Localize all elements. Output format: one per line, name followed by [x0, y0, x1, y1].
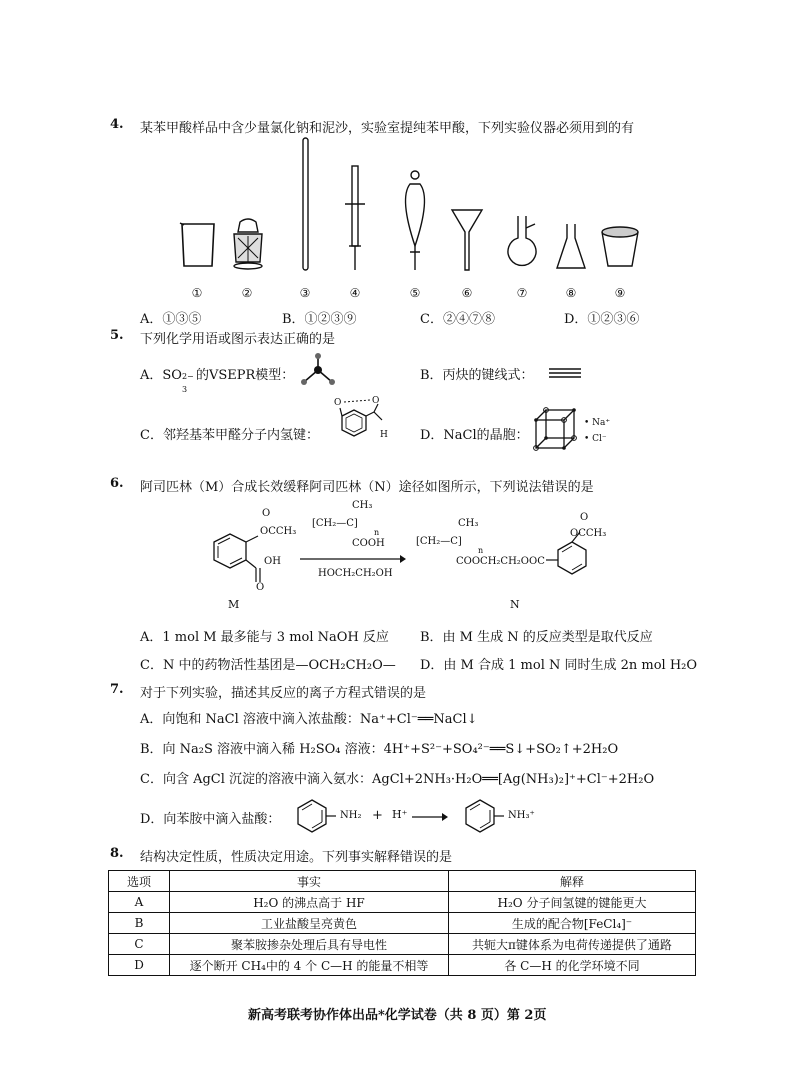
n-o-top: O: [580, 512, 589, 523]
apparatus-label-1: ①: [191, 286, 203, 300]
m-oh: OH: [264, 556, 281, 567]
table-cell: 逐个断开 CH₄中的 4 个 C—H 的能量不相等: [170, 955, 449, 976]
n-polymer: [CH₂—C]: [416, 536, 462, 547]
q7-plus: +: [372, 808, 383, 823]
reagent-glycol: HOCH₂CH₂OH: [318, 568, 393, 579]
q5-cl-legend: • Cl⁻: [584, 434, 607, 444]
apparatus-label-3: ③: [299, 286, 311, 300]
table-cell: C: [109, 934, 170, 955]
q5-option-a-suffix: 的VSEPR模型：: [195, 368, 295, 383]
table-row: [109, 892, 696, 913]
q7-option-a: A．向饱和 NaCl 溶液中滴入浓盐酸：Na⁺+Cl⁻══NaCl↓: [140, 712, 478, 727]
table-cell: 共轭大π键体系为电荷传递提供了通路: [449, 934, 696, 955]
apparatus-label-8: ⑧: [565, 286, 577, 300]
table-header-explanation: 解释: [449, 871, 696, 892]
nacl-unit-cell-icon: [532, 406, 580, 454]
table-cell: 聚苯胺掺杂处理后具有导电性: [170, 934, 449, 955]
triple-bond-icon: [549, 367, 581, 379]
q8-number: 8.: [110, 846, 124, 861]
apparatus-label-6: ⑥: [461, 286, 473, 300]
q4-option-b: B．①②③⑨: [282, 312, 357, 327]
n-ch3: CH₃: [458, 518, 479, 529]
anilinium-nh3: NH₃⁺: [508, 810, 535, 821]
reagent-polymer-n: n: [374, 528, 380, 537]
q7-hplus: H⁺: [392, 808, 408, 821]
table-header-fact: 事实: [170, 871, 449, 892]
q5-option-c: C．邻羟基苯甲醛分子内氢键：: [140, 428, 319, 443]
apparatus-label-9: ⑨: [614, 286, 626, 300]
table-cell: 各 C—H 的化学环境不同: [449, 955, 696, 976]
erlenmeyer-flask-icon: [555, 222, 587, 272]
q5-option-a-prefix: A．SO: [140, 368, 182, 383]
table-cell: D: [109, 955, 170, 976]
q7-number: 7.: [110, 682, 124, 697]
q7-option-b: B．向 Na₂S 溶液中滴入稀 H₂SO₄ 溶液：4H⁺+S²⁻+SO₄²⁻══S↓+SO₂↑+2H₂O: [140, 742, 619, 757]
separatory-funnel-icon: [398, 170, 432, 272]
table-cell: B: [109, 913, 170, 934]
q6-option-a: A．1 mol M 最多能与 3 mol NaOH 反应: [140, 630, 389, 645]
q5-na-legend: • Na⁺: [584, 418, 611, 428]
apparatus-label-5: ⑤: [409, 286, 421, 300]
aspirin-m-structure-icon: [206, 512, 286, 596]
q5-number: 5.: [110, 328, 124, 343]
round-flask-icon: [505, 214, 539, 272]
reagent-cooh: COOH: [352, 538, 385, 549]
q6-number: 6.: [110, 476, 124, 491]
n-ococh3: OCCH₃: [570, 528, 607, 539]
table-cell: H₂O 的沸点高于 HF: [170, 892, 449, 913]
table-cell: H₂O 分子间氢键的键能更大: [449, 892, 696, 913]
n-polymer-n: n: [478, 546, 484, 555]
table-cell: 生成的配合物[FeCl₄]⁻: [449, 913, 696, 934]
q6-option-c: C．N 中的药物活性基团是—OCH₂CH₂O—: [140, 658, 396, 673]
beaker-icon: [178, 220, 218, 270]
q7-stem: 对于下列实验，描述其反应的离子方程式错误的是: [140, 686, 427, 701]
q4-number: 4.: [110, 117, 124, 132]
q6-option-b: B．由 M 生成 N 的反应类型是取代反应: [420, 630, 653, 645]
funnel-icon: [450, 208, 484, 272]
reaction-arrow-icon-2: [412, 812, 448, 822]
q7-option-d: D．向苯胺中滴入盐酸：: [140, 812, 281, 827]
reagent-ch3: CH₃: [352, 500, 373, 511]
m-o-top: O: [262, 508, 271, 519]
vsepr-model-icon: [298, 352, 338, 390]
benzene-ring-icon-right: [460, 796, 500, 836]
q7-option-c: C．向含 AgCl 沉淀的溶液中滴入氨水：AgCl+2NH₃·H₂O══[Ag(NH₃)₂]⁺+Cl⁻+2H₂O: [140, 772, 655, 787]
m-label: M: [228, 598, 240, 611]
n-label: N: [510, 598, 520, 611]
burette-icon: [343, 166, 367, 272]
page-footer: 新高考联考协作体出品*化学试卷（共 8 页）第 2页: [248, 1008, 547, 1023]
apparatus-label-7: ⑦: [516, 286, 528, 300]
table-row: [109, 955, 696, 976]
q4-option-d: D．①②③⑥: [564, 312, 640, 327]
q6-stem: 阿司匹林（M）合成长效缓释阿司匹林（N）途径如图所示，下列说法错误的是: [140, 480, 594, 495]
crucible-icon: [600, 226, 640, 272]
q5-option-d: D．NaCl的晶胞：: [420, 428, 529, 443]
m-o-bottom: O: [256, 582, 265, 593]
q5-c-oxygen-1: O: [334, 398, 342, 408]
q5-c-oxygen-2: O: [372, 396, 380, 406]
q4-option-a: A．①③⑤: [140, 312, 202, 327]
glass-rod-icon: [301, 138, 311, 272]
apparatus-label-2: ②: [241, 286, 253, 300]
table-header-option: 选项: [109, 871, 170, 892]
q5-option-b: B．丙炔的键线式：: [420, 368, 534, 383]
table-header-row: [109, 871, 696, 892]
table-cell: A: [109, 892, 170, 913]
q5-c-hydrogen: H: [380, 430, 388, 440]
table-cell: 工业盐酸呈亮黄色: [170, 913, 449, 934]
table-row: [109, 913, 696, 934]
reaction-arrow-icon: [300, 554, 406, 564]
q4-option-c: C．②④⑦⑧: [420, 312, 495, 327]
q6-option-d: D．由 M 合成 1 mol N 同时生成 2n mol H₂O: [420, 658, 698, 673]
n-ester-chain: COOCH₂CH₂OOC: [456, 556, 545, 567]
aniline-nh2: NH₂: [340, 810, 362, 821]
q5-option-a: A．SO 3 2− 的VSEPR模型：: [140, 368, 295, 394]
benzene-ring-icon-left: [292, 796, 332, 836]
table-row: [109, 934, 696, 955]
apparatus-label-4: ④: [349, 286, 361, 300]
q5-stem: 下列化学用语或图示表达正确的是: [140, 332, 336, 347]
q8-stem: 结构决定性质，性质决定用途。下列事实解释错误的是: [140, 850, 453, 865]
m-ococh3: OCCH₃: [260, 526, 297, 537]
facts-table: [108, 870, 696, 976]
crucible-tripod-icon: [230, 218, 266, 272]
reagent-polymer: [CH₂—C]: [312, 518, 358, 529]
q4-stem: 某苯甲酸样品中含少量氯化钠和泥沙，实验室提纯苯甲酸，下列实验仪器必须用到的有: [140, 121, 635, 136]
